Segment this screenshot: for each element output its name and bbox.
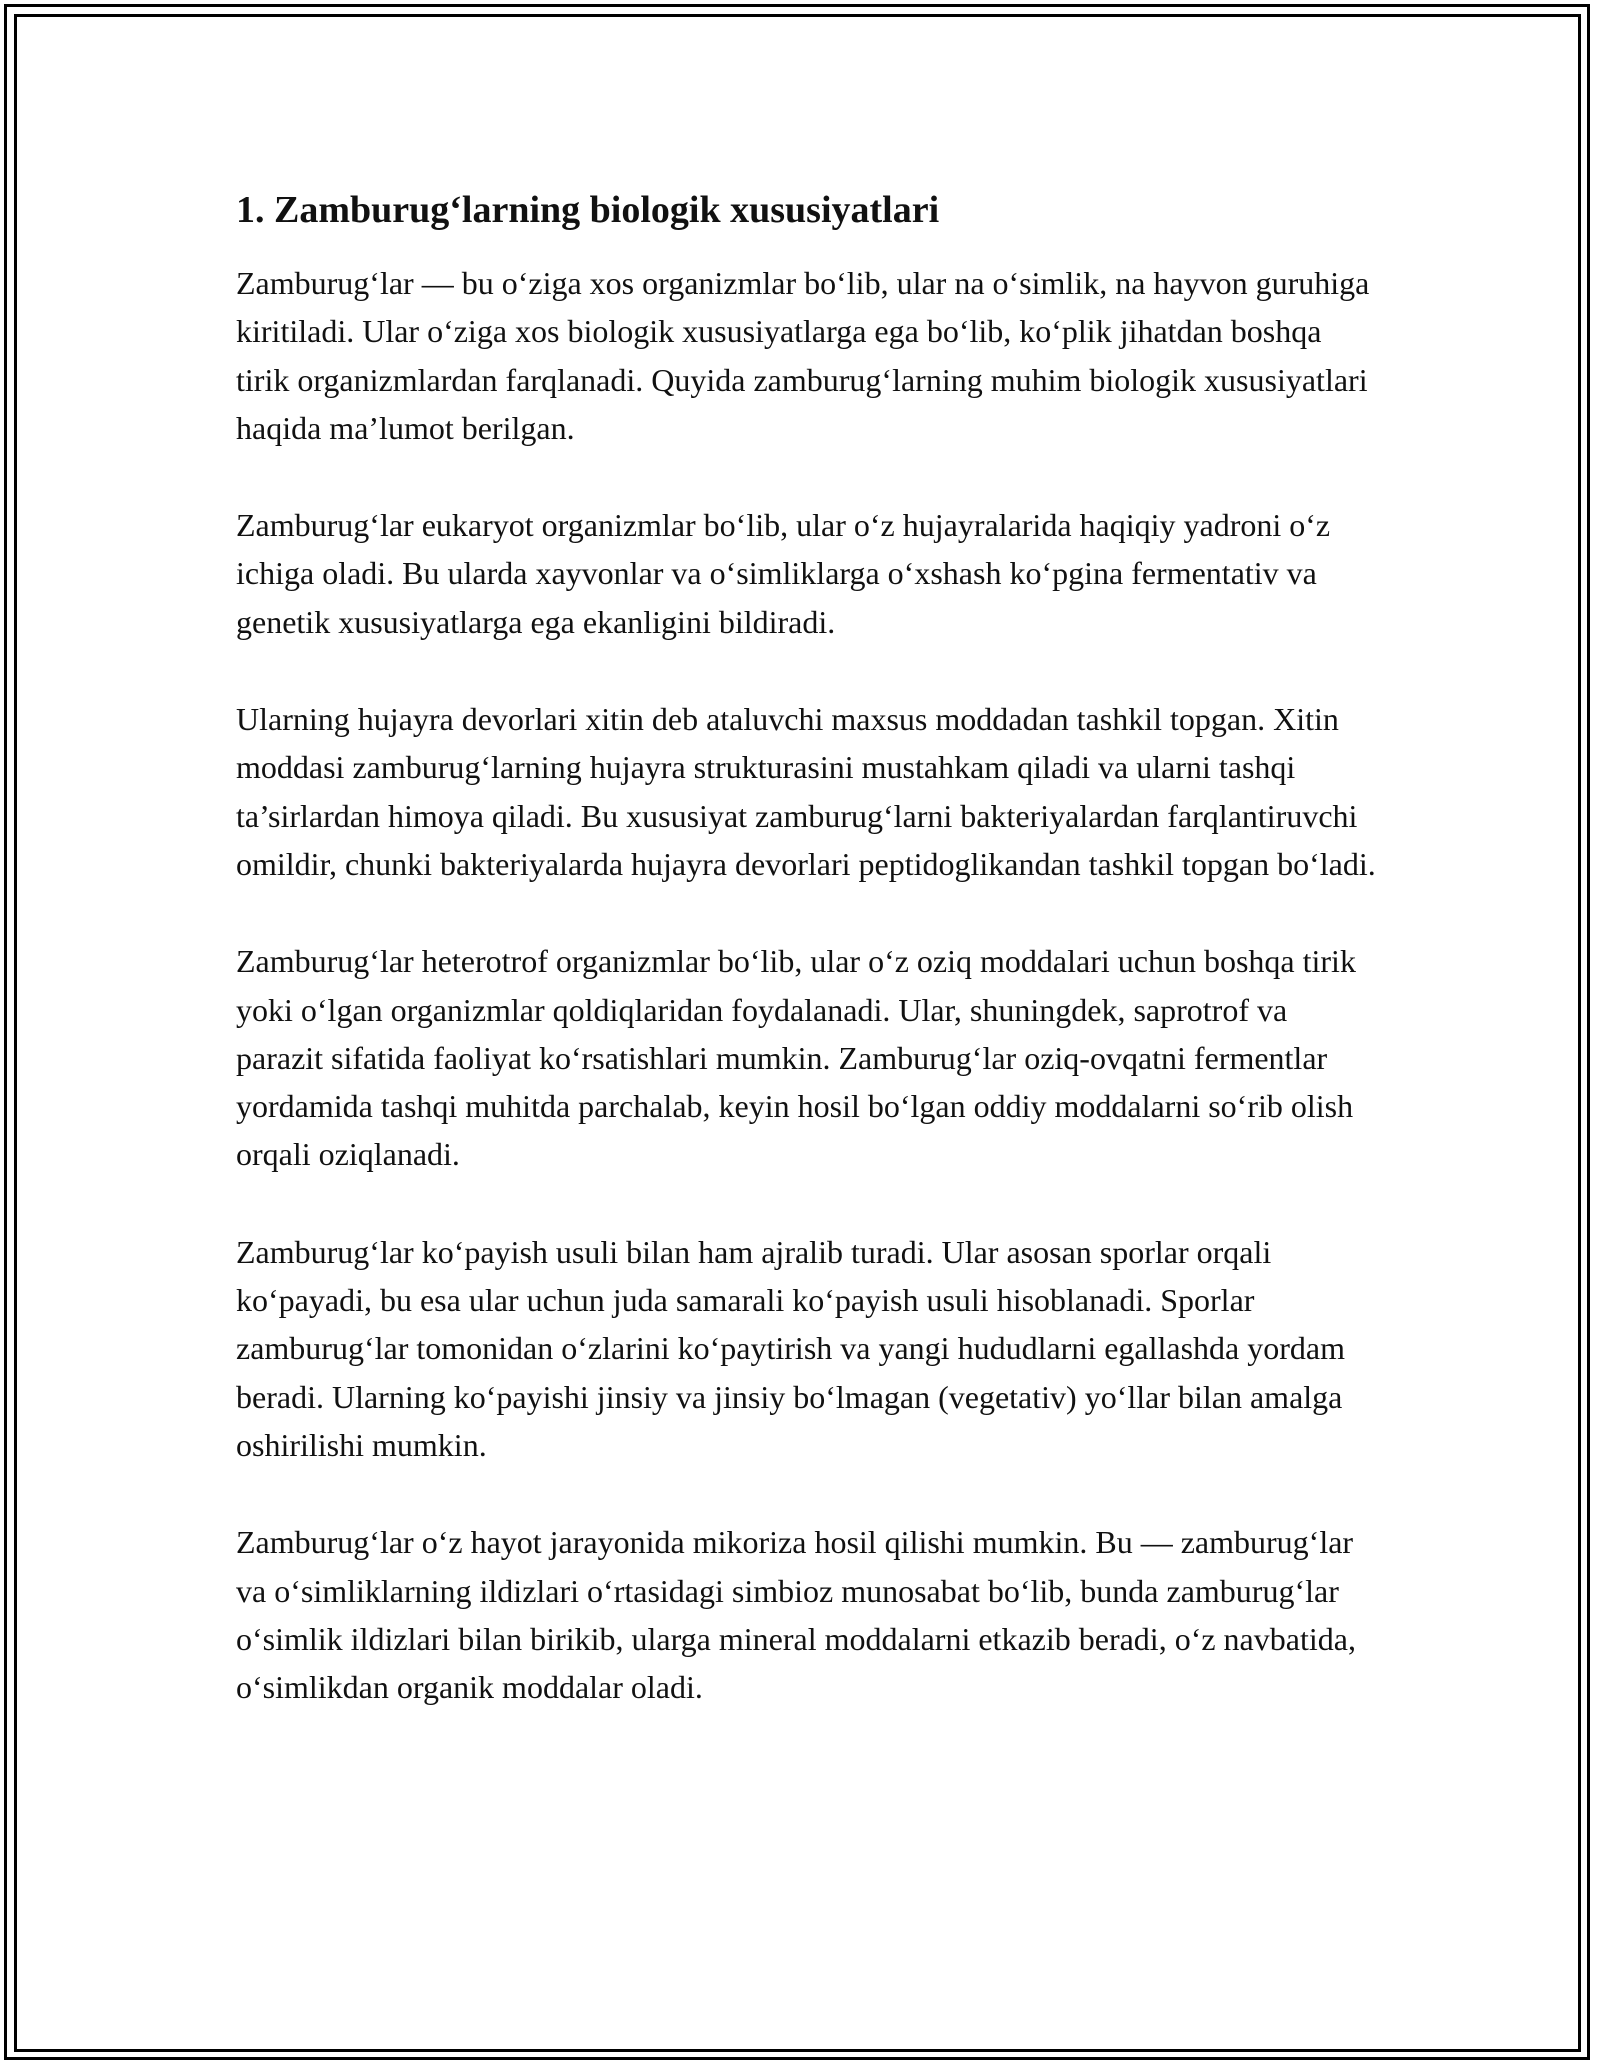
paragraph-cell-wall: Ularning hujayra devorlari xitin deb ataluvchi maxsus moddadan tashkil topgan. Xitin moddasi zamburug‘larning hujayra strukturasini mustahkam qiladi va ularni tashqi ta’sirlardan himoya qiladi. Bu xususiyat zamburug‘larni bakteriyalardan farqlantiruvchi omildir, chunki bakteriyalarda hujayra devorlari peptidoglikandan tashkil topgan bo‘ladi. (236, 701, 1376, 882)
paragraph-eukaryote: Zamburug‘lar eukaryot organizmlar bo‘lib, ular o‘z hujayralarida haqiqiy yadroni o‘z ichiga oladi. Bu ularda xayvonlar va o‘simliklarga o‘xshash ko‘pgina fermentativ va genetik xususiyatlarga ega ekanligini bildiradi. (236, 507, 1331, 640)
paragraph-reproduction: Zamburug‘lar ko‘payish usuli bilan ham ajralib turadi. Ular asosan sporlar orqali ko‘payadi, bu esa ular uchun juda samarali ko‘payish usuli hisoblanadi. Sporlar zamburug‘lar tomonidan o‘zlarini ko‘paytirish va yangi hududlarni egallashda yordam beradi. Ularning ko‘payishi jinsiy va jinsiy bo‘lmagan (vegetativ) yo‘llar bilan amalga oshirilishi mumkin. (236, 1233, 1345, 1463)
document-body (236, 186, 1376, 1760)
paragraph-mycorrhiza: Zamburug‘lar o‘z hayot jarayonida mikoriza hosil qilishi mumkin. Bu — zamburug‘lar va o‘simliklarning ildizlari o‘rtasidagi simbioz munosabat bo‘lib, bunda zamburug‘lar o‘simlik ildizlari bilan birikib, ularga mineral moddalarni etkazib beradi, o‘z navbatida, o‘simlikdan organik moddalar oladi. (236, 1524, 1356, 1706)
section-heading: 1. Zamburug‘larning biologik xususiyatlari (236, 189, 940, 231)
paragraph-intro: Zamburug‘lar — bu o‘ziga xos organizmlar bo‘lib, ular na o‘simlik, na hayvon guruhiga kiritiladi. Ular o‘ziga xos biologik xususiyatlarga ega bo‘lib, ko‘plik jihatdan boshqa tirik organizmlardan farqlanadi. Quyida zamburug‘larning muhim biologik xususiyatlari haqida ma’lumot berilgan. (236, 265, 1370, 446)
paragraph-heterotroph: Zamburug‘lar heterotrof organizmlar bo‘lib, ular o‘z oziq moddalari uchun boshqa tirik yoki o‘lgan organizmlar qoldiqlaridan foydalanadi. Ular, shuningdek, saprotrof va parazit sifatida faoliyat ko‘rsatishlari mumkin. Zamburug‘lar oziq-ovqatni fermentlar yordamida tashqi muhitda parchalab, keyin hosil bo‘lgan oddiy moddalarni so‘rib olish orqali oziqlanadi. (236, 943, 1356, 1173)
